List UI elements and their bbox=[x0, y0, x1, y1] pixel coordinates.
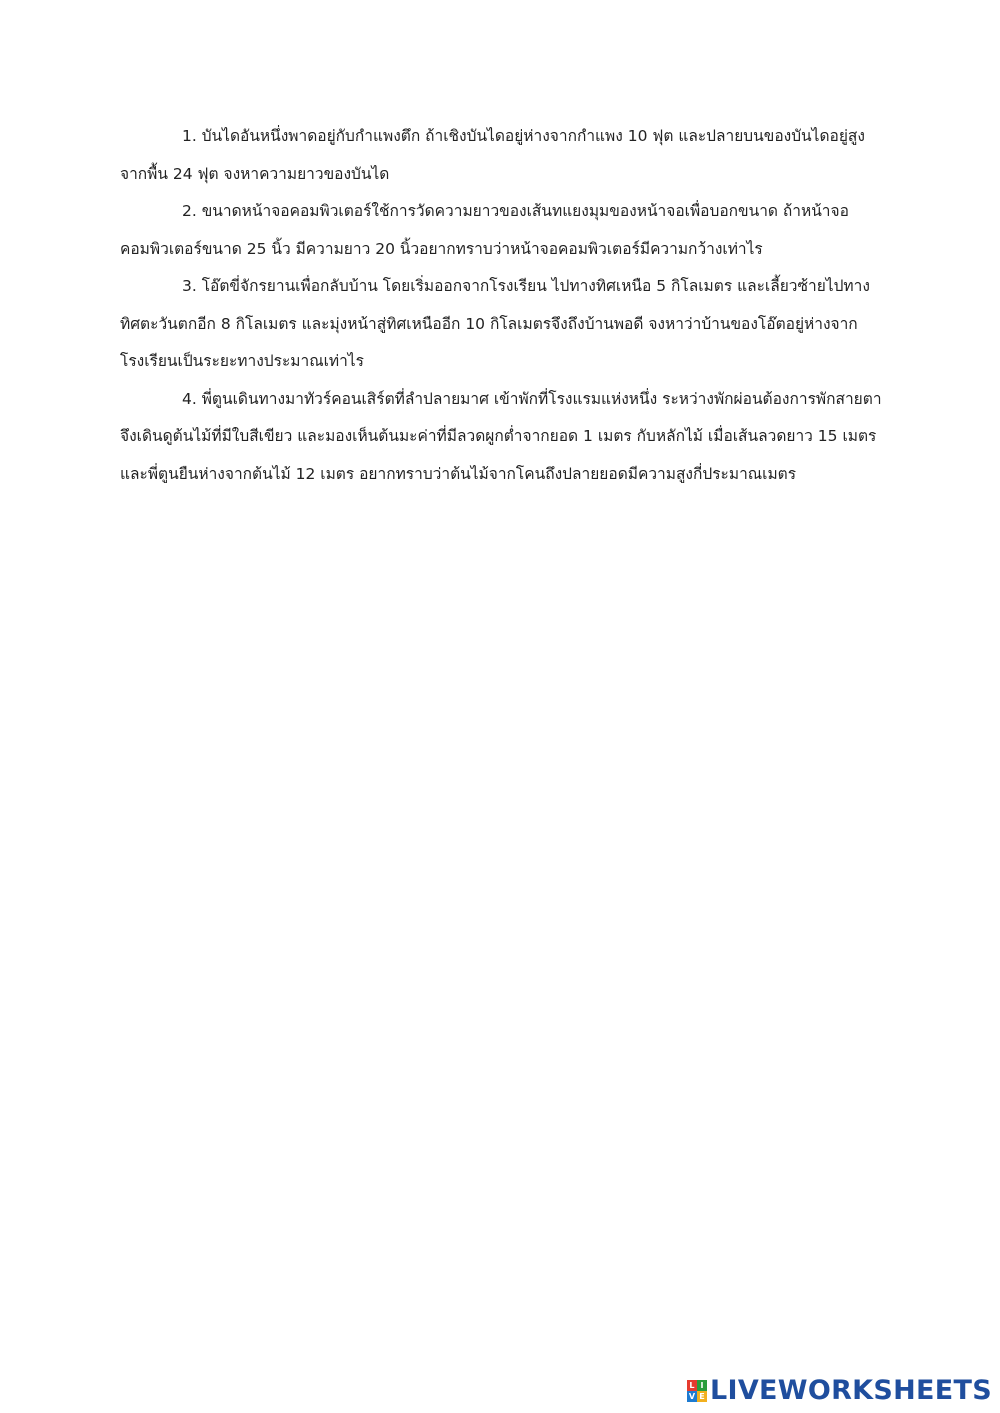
problem-1: 1. บันไดอันหนึ่งพาดอยู่กับกำแพงตึก ถ้าเชิงบันไดอยู่ห่างจากกำแพง 10 ฟุต และปลายบนของบันไดอยู่สูงจากพื้น 24 ฟุต จงหาความยาวของบันได bbox=[120, 127, 865, 183]
problem-3: 3. โอ๊ตขี่จักรยานเพื่อกลับบ้าน โดยเริ่มออกจากโรงเรียน ไปทางทิศเหนือ 5 กิโลเมตร และเลี้ยวซ้ายไปทางทิศตะวันตกอีก 8 กิโลเมตร และมุ่งหน้าสู่ทิศเหนืออีก 10 กิโลเมตรจึงถึงบ้านพอดี จงหาว่าบ้านของโอ๊ตอยู่ห่างจากโรงเรียนเป็นระยะทางประมาณเท่าไร bbox=[120, 277, 870, 370]
logo-mark-letter: L bbox=[687, 1380, 697, 1391]
problem-4: 4. พี่ตูนเดินทางมาทัวร์คอนเสิร์ตที่ลำปลายมาศ เข้าพักที่โรงแรมแห่งหนึ่ง ระหว่างพักผ่อนต้องการพักสายตาจึงเดินดูต้นไม้ที่มีใบสีเขียว และมองเห็นต้นมะค่าที่มีลวดผูกต่ำจากยอด 1 เมตร กับหลักไม้ เมื่อเส้นลวดยาว 15 เมตร และพี่ตูนยืนห่างจากต้นไม้ 12 เมตร อยากทราบว่าต้นไม้จากโคนถึงปลายยอดมีความสูงกี่ประมาณเมตร bbox=[120, 389, 882, 483]
problem-list bbox=[120, 118, 882, 493]
logo-mark-letter: V bbox=[688, 1392, 696, 1401]
logo-text: LIVEWORKSHEETS bbox=[709, 1375, 992, 1406]
logo-mark-letter: I bbox=[697, 1380, 707, 1391]
logo-mark-icon bbox=[687, 1380, 707, 1402]
liveworksheets-logo bbox=[687, 1375, 992, 1407]
problem-2: 2. ขนาดหน้าจอคอมพิวเตอร์ใช้การวัดความยาวของเส้นทแยงมุมของหน้าจอเพื่อบอกขนาด ถ้าหน้าจอคอมพิวเตอร์ขนาด 25 นิ้ว มีความยาว 20 นิ้วอยากทราบว่าหน้าจอคอมพิวเตอร์มีความกว้างเท่าไร bbox=[120, 202, 849, 258]
logo-mark-letter: E bbox=[697, 1391, 707, 1402]
